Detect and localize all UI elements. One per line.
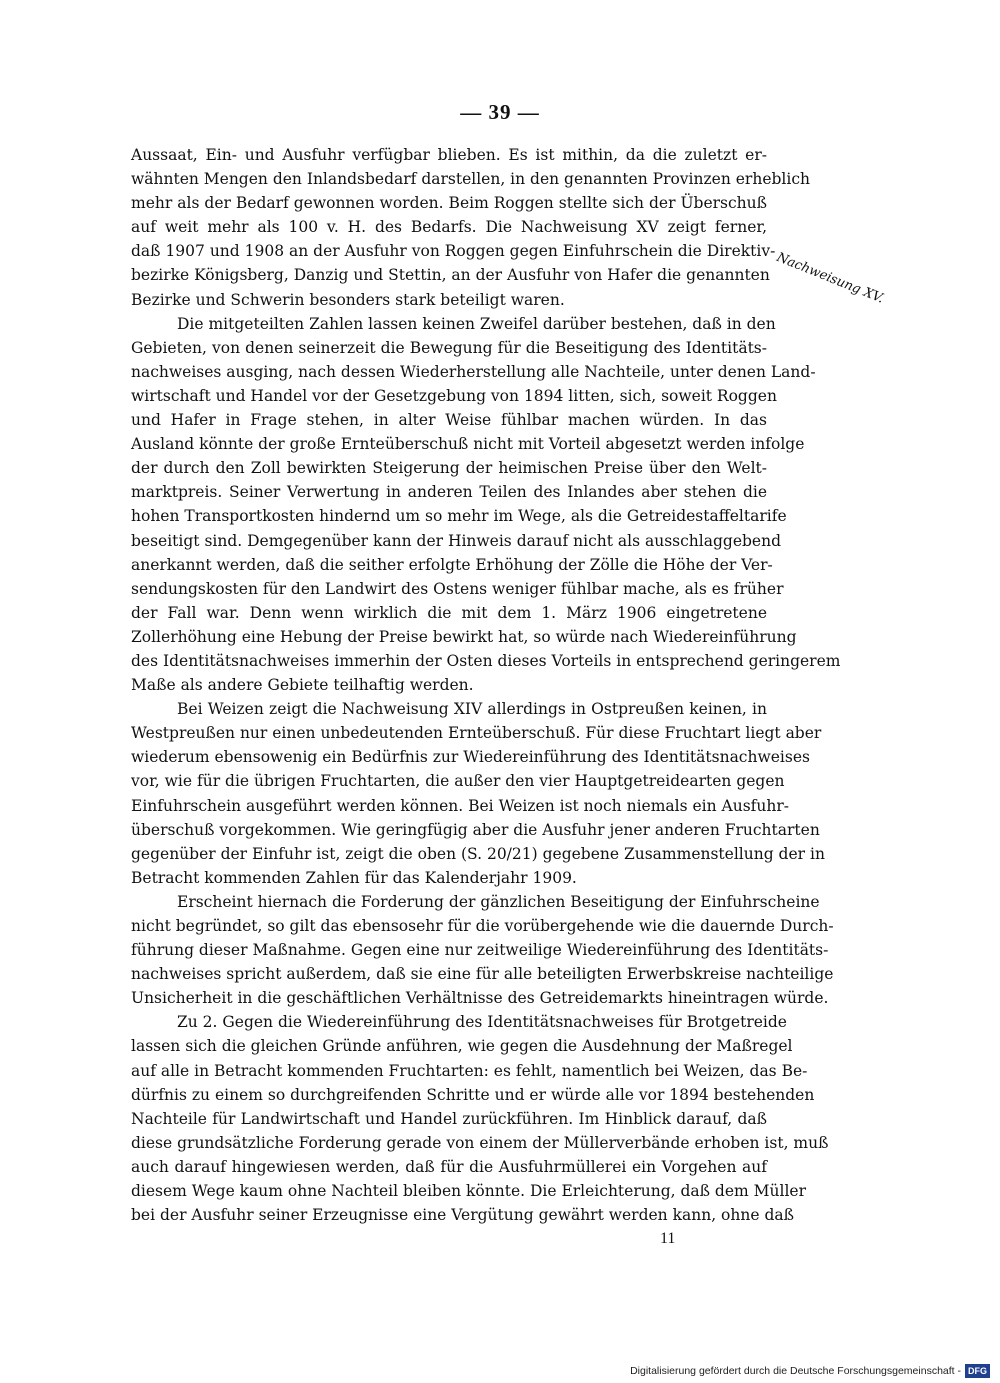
page-number: — 39 — <box>460 100 540 124</box>
footer-text: Digitalisierung gefördert durch die Deutsche Forschungsgemeinschaft - <box>630 1365 961 1377</box>
text-line: Maße als andere Gebiete teilhaftig werden. <box>131 676 474 695</box>
text-line: der durch den Zoll bewirkten Steigerung der heimischen Preise über den Welt- <box>131 459 767 478</box>
text-line: Westpreußen nur einen unbedeutenden Ernteüberschuß. Für diese Fruchtart liegt aber <box>131 724 822 743</box>
text-line: vor, wie für die übrigen Fruchtarten, die außer den vier Hauptgetreidearten gegen <box>131 772 785 791</box>
text-line: marktpreis. Seiner Verwertung in anderen Teilen des Inlandes aber stehen die <box>131 483 767 502</box>
text-line: wirtschaft und Handel vor der Gesetzgebung von 1894 litten, sich, soweit Roggen <box>131 386 777 405</box>
text-line: Aussaat, Ein- und Ausfuhr verfügbar blieben. Es ist mithin, da die zuletzt er- <box>131 146 767 164</box>
dfg-logo: DFG <box>965 1364 990 1378</box>
text-line: lassen sich die gleichen Gründe anführen, wie gegen die Ausdehnung der Maßregel <box>131 1037 793 1056</box>
text-line: Bezirke und Schwerin besonders stark beteiligt waren. <box>131 290 565 309</box>
text-line: auf alle in Betracht kommenden Fruchtarten: es fehlt, namentlich bei Weizen, das Be- <box>131 1061 808 1080</box>
text-line: Unsicherheit in die geschäftlichen Verhältnisse des Getreidemarkts hineintragen würde. <box>131 989 829 1008</box>
text-line: mehr als der Bedarf gewonnen worden. Beim Roggen stellte sich der Überschuß <box>131 194 767 213</box>
text-line: sendungskosten für den Landwirt des Ostens weniger fühlbar mache, als es früher <box>131 579 784 598</box>
text-line: Ausland könnte der große Ernteüberschuß nicht mit Vorteil abgesetzt werden infolge <box>131 435 805 454</box>
text-line: bei der Ausfuhr seiner Erzeugnisse eine Vergütung gewährt werden kann, ohne daß <box>131 1206 794 1225</box>
text-line: Die mitgeteilten Zahlen lassen keinen Zweifel darüber bestehen, daß in den <box>177 314 776 333</box>
text-line: diesem Wege kaum ohne Nachteil bleiben könnte. Die Erleichterung, daß dem Müller <box>131 1182 806 1201</box>
text-line: der Fall war. Denn wenn wirklich die mit dem 1. März 1906 eingetretene <box>131 603 767 622</box>
text-line: auch darauf hingewiesen werden, daß für die Ausfuhrmüllerei ein Vorgehen auf <box>131 1157 767 1176</box>
text-line: Zu 2. Gegen die Wiedereinführung des Identitätsnachweises für Brotgetreide <box>177 1013 787 1032</box>
text-line: gegenüber der Einfuhr ist, zeigt die oben (S. 20/21) gegebene Zusammenstellung der in <box>131 844 825 863</box>
text-line: nachweises spricht außerdem, daß sie eine für alle beteiligten Erwerbskreise nachteilige <box>131 965 834 984</box>
text-line: daß 1907 und 1908 an der Ausfuhr von Roggen gegen Einfuhrschein die Direktiv- <box>131 242 776 261</box>
text-line: Einfuhrschein ausgeführt werden können. Bei Weizen ist noch niemals ein Ausfuhr- <box>131 796 789 815</box>
text-line: anerkannt werden, daß die seither erfolgte Erhöhung der Zölle die Höhe der Ver- <box>131 555 773 574</box>
text-line: bezirke Königsberg, Danzig und Stettin, an der Ausfuhr von Hafer die genannten <box>131 266 770 285</box>
margin-note: Nachweisung XV. <box>774 250 886 307</box>
text-line: diese grundsätzliche Forderung gerade von einem der Müllerverbände erhoben ist, muß <box>131 1133 829 1152</box>
body-text <box>131 143 841 1227</box>
text-line: führung dieser Maßnahme. Gegen eine nur zeitweilige Wiedereinführung des Identitäts- <box>131 941 829 960</box>
text-line: nachweises ausging, nach dessen Wiederherstellung alle Nachteile, unter denen Land- <box>131 362 816 381</box>
text-line: Gebieten, von denen seinerzeit die Bewegung für die Beseitigung des Identitäts- <box>131 338 767 357</box>
text-line: beseitigt sind. Demgegenüber kann der Hinweis darauf nicht als ausschlaggebend <box>131 531 782 550</box>
text-line: Zollerhöhung eine Hebung der Preise bewirkt hat, so würde nach Wiedereinführung <box>131 627 797 646</box>
text-line: wiederum ebensowenig ein Bedürfnis zur Wiedereinführung des Identitätsnachweises <box>131 748 810 767</box>
text-line: überschuß vorgekommen. Wie geringfügig aber die Ausfuhr jener anderen Fruchtarten <box>131 820 820 839</box>
signature-mark: 11 <box>660 1230 676 1247</box>
text-line: Betracht kommenden Zahlen für das Kalenderjahr 1909. <box>131 868 577 887</box>
text-line: dürfnis zu einem so durchgreifenden Schritte und er würde alle vor 1894 bestehenden <box>131 1085 815 1104</box>
text-line: nicht begründet, so gilt das ebensosehr für die vorübergehende wie die dauernde Durch- <box>131 917 834 935</box>
text-line: Erscheint hiernach die Forderung der gänzlichen Beseitigung der Einfuhrscheine <box>177 892 820 911</box>
text-line: und Hafer in Frage stehen, in alter Weise fühlbar machen würden. In das <box>131 411 767 430</box>
text-line: des Identitätsnachweises immerhin der Osten dieses Vorteils in entsprechend geringerem <box>131 651 841 670</box>
footer <box>630 1364 990 1378</box>
text-line: hohen Transportkosten hindernd um so mehr im Wege, als die Getreidestaffeltarife <box>131 507 787 526</box>
text-line: Nachteile für Landwirtschaft und Handel zurückführen. Im Hinblick darauf, daß <box>131 1109 767 1128</box>
text-line: auf weit mehr als 100 v. H. des Bedarfs. Die Nachweisung XV zeigt ferner, <box>131 218 767 237</box>
text-line: wähnten Mengen den Inlandsbedarf darstellen, in den genannten Provinzen erheblich <box>131 170 810 189</box>
text-line: Bei Weizen zeigt die Nachweisung XIV allerdings in Ostpreußen keinen, in <box>177 700 767 719</box>
